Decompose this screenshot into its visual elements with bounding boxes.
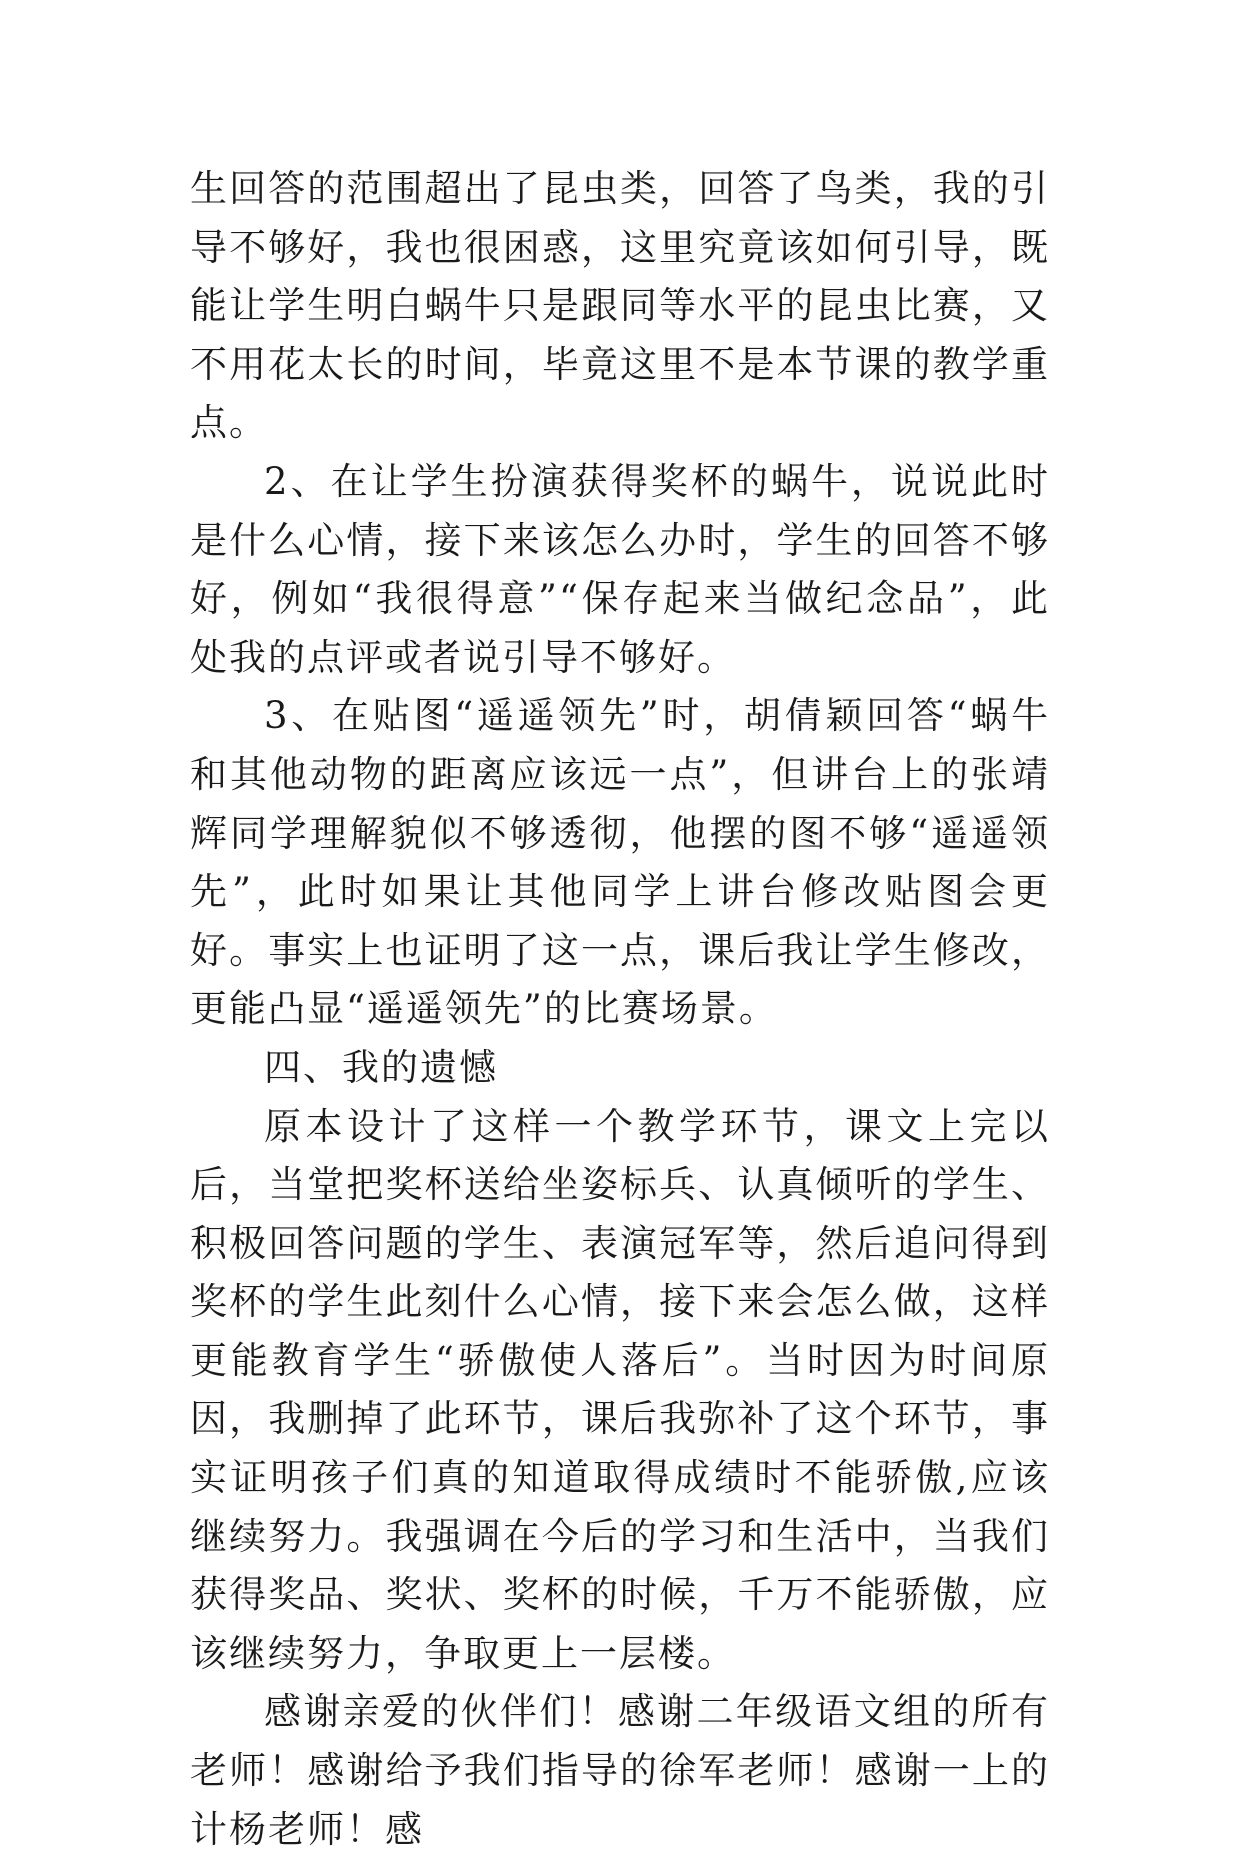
section-heading-regrets: 四、我的遗憾: [264, 1045, 498, 1089]
paragraph-continuation: 生回答的范围超出了昆虫类，回答了鸟类，我的引导不够好，我也很困惑，这里究竟该如何引导，既能让学生明白蜗牛只是跟同等水平的昆虫比赛，又不用花太长的时间，毕竟这里不是本节课的教学重点。: [190, 167, 1050, 445]
paragraph-item-3: 3、在贴图“遥遥领先”时，胡倩颖回答“蜗牛和其他动物的距离应该远一点”，但讲台上的张靖辉同学理解貌似不够透彻，他摆的图不够“遥遥领先”，此时如果让其他同学上讲台修改贴图会更好。事实上也证明了这一点，课后我让学生修改，更能凸显“遥遥领先”的比赛场景。: [190, 694, 1050, 1031]
paragraph-regrets: 原本设计了这样一个教学环节，课文上完以后，当堂把奖杯送给坐姿标兵、认真倾听的学生、积极回答问题的学生、表演冠军等，然后追问得到奖杯的学生此刻什么心情，接下来会怎么做，这样更能教育学生“骄傲使人落后”。当时因为时间原因，我删掉了此环节，课后我弥补了这个环节，事实证明孩子们真的知道取得成绩时不能骄傲,应该继续努力。我强调在今后的学习和生活中，当我们获得奖品、奖状、奖杯的时候，千万不能骄傲，应该继续努力，争取更上一层楼。: [190, 1104, 1050, 1675]
body-text: [190, 160, 1050, 1859]
paragraph-thanks: 感谢亲爱的伙伴们！感谢二年级语文组的所有老师！感谢给予我们指导的徐军老师！感谢一上的计杨老师！感: [190, 1690, 1050, 1851]
paragraph-item-2: 2、在让学生扮演获得奖杯的蜗牛，说说此时是什么心情，接下来该怎么办时，学生的回答不够好，例如“我很得意”“保存起来当做纪念品”，此处我的点评或者说引导不够好。: [190, 459, 1050, 679]
